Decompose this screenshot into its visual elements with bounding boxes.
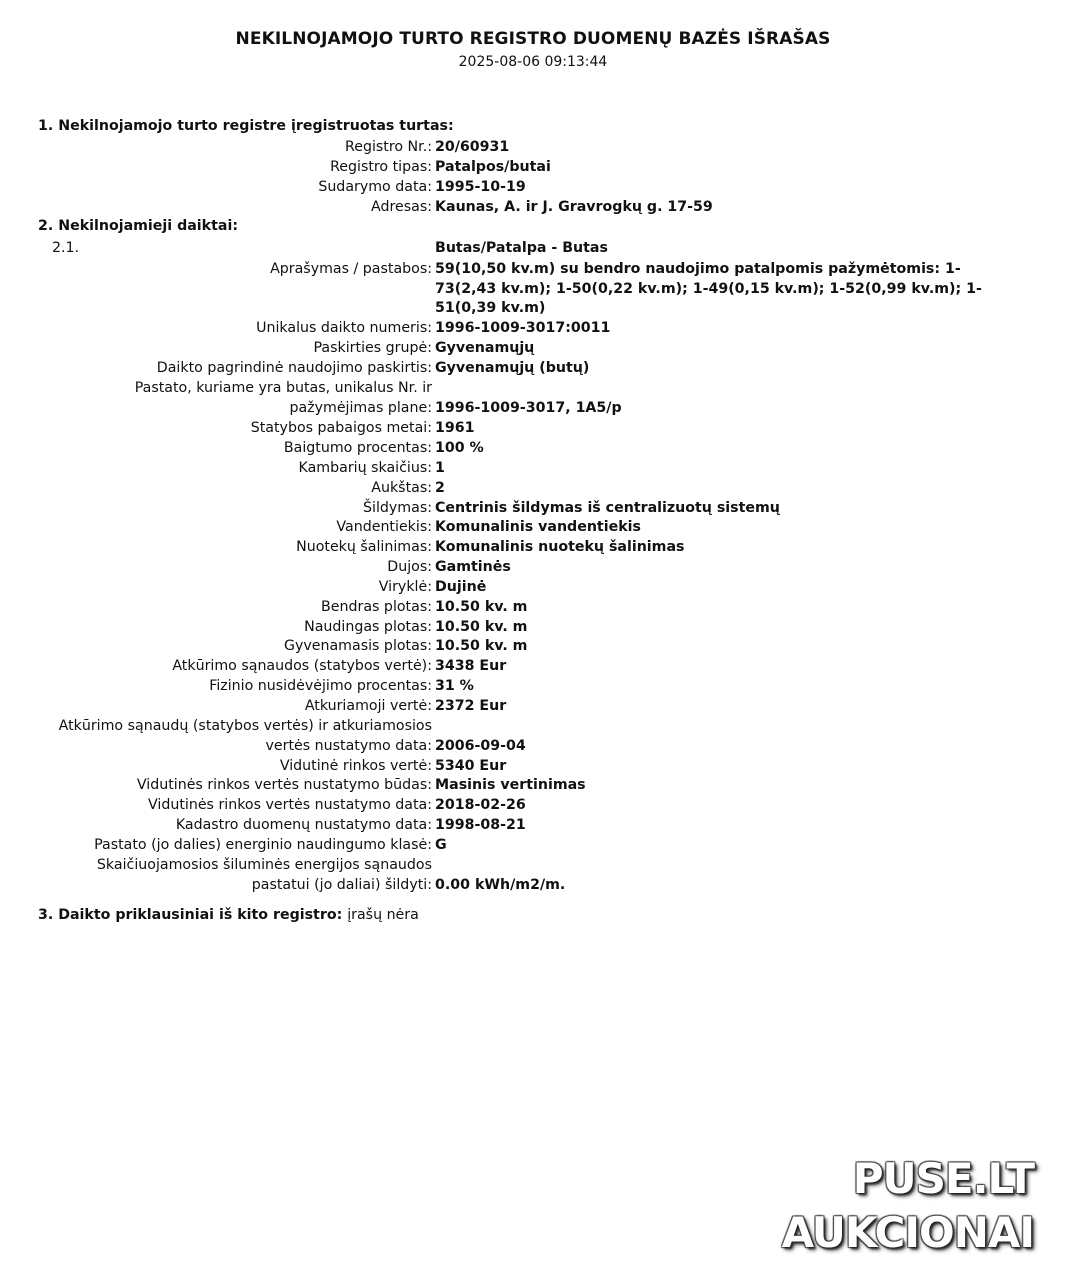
field-label: Vidutinės rinkos vertės nustatymo būdas: <box>136 777 432 793</box>
field-value: Kaunas, A. ir J. Gravrogkų g. 17-59 <box>435 199 713 215</box>
field-label: Vidutinės rinkos vertės nustatymo data: <box>147 797 432 813</box>
field-label: Dujos: <box>387 559 432 575</box>
field-label: Sudarymo data: <box>318 179 432 195</box>
watermark-line-1: PUSE.LT <box>852 1154 1034 1203</box>
field-label: Pastato (jo dalies) energinio naudingumo klasė: <box>94 837 432 853</box>
field-label: Daikto pagrindinė naudojimo paskirtis: <box>156 360 432 376</box>
section3-heading: 3. Daikto priklausiniai iš kito registro: <box>38 907 343 923</box>
field-label-line-2: pastatui (jo daliai) šildyti: <box>251 877 432 893</box>
item-number: 2.1. <box>52 240 80 256</box>
field-value: 1998-08-21 <box>435 817 526 833</box>
field-label: Baigtumo procentas: <box>283 440 432 456</box>
field-value: 2372 Eur <box>435 698 507 714</box>
field-label-line-1: Atkūrimo sąnaudų (statybos vertės) ir atkuriamosios <box>58 718 432 734</box>
field-label: Unikalus daikto numeris: <box>256 320 432 336</box>
field-value: 20/60931 <box>435 139 510 155</box>
field-label: Registro Nr.: <box>345 139 432 155</box>
description-line-3: 51(0,39 kv.m) <box>435 300 546 316</box>
field-label: Atkuriamoji vertė: <box>304 698 432 714</box>
field-value: 10.50 kv. m <box>435 599 528 615</box>
field-value: Dujinė <box>435 579 487 595</box>
field-value: Gyvenamųjų (butų) <box>435 360 590 376</box>
field-label: Registro tipas: <box>330 159 432 175</box>
field-label: Fizinio nusidėvėjimo procentas: <box>209 678 432 694</box>
field-label-line-1: Skaičiuojamosios šiluminės energijos sąnaudos <box>96 857 432 873</box>
field-value: 10.50 kv. m <box>435 638 528 654</box>
field-label-line-1: Pastato, kuriame yra butas, unikalus Nr. ir <box>134 380 432 396</box>
field-value: 31 % <box>435 678 474 694</box>
field-label-line-2: pažymėjimas plane: <box>289 400 432 416</box>
document-title: NEKILNOJAMOJO TURTO REGISTRO DUOMENŲ BAZĖS IŠRAŠAS <box>235 29 831 49</box>
field-label: Adresas: <box>371 199 432 215</box>
field-value: 1961 <box>435 420 475 436</box>
section2-heading: 2. Nekilnojamieji daiktai: <box>38 218 238 234</box>
field-value: Gamtinės <box>435 559 511 575</box>
field-value: Komunalinis nuotekų šalinimas <box>435 539 685 555</box>
field-label: Bendras plotas: <box>321 599 432 615</box>
field-value: 1 <box>435 460 445 476</box>
field-value: Masinis vertinimas <box>435 777 586 793</box>
field-value: Gyvenamųjų <box>435 340 535 356</box>
field-label: Kadastro duomenų nustatymo data: <box>175 817 432 833</box>
field-value: G <box>435 837 447 853</box>
description-line-2: 73(2,43 kv.m); 1-50(0,22 kv.m); 1-49(0,15 kv.m); 1-52(0,99 kv.m); 1- <box>435 281 982 297</box>
field-value: 1996-1009-3017:0011 <box>435 320 611 336</box>
field-value: Komunalinis vandentiekis <box>435 519 641 535</box>
watermark-line-2: AUKCIONAI <box>781 1208 1034 1257</box>
description-line-1: 59(10,50 kv.m) su bendro naudojimo patalpomis pažymėtomis: 1- <box>435 261 961 277</box>
field-value: 100 % <box>435 440 484 456</box>
field-value: 2 <box>435 480 445 496</box>
field-value: 5340 Eur <box>435 758 507 774</box>
field-label: Naudingas plotas: <box>304 619 432 635</box>
field-value: 2006-09-04 <box>435 738 526 754</box>
field-label: Vandentiekis: <box>336 519 432 535</box>
field-value: 0.00 kWh/m2/m. <box>435 877 566 893</box>
field-label: Statybos pabaigos metai: <box>250 420 432 436</box>
item-title: Butas/Patalpa - Butas <box>435 240 608 256</box>
field-value: Centrinis šildymas iš centralizuotų sistemų <box>435 500 780 516</box>
field-label: Atkūrimo sąnaudos (statybos vertė): <box>172 658 432 674</box>
field-value: 3438 Eur <box>435 658 507 674</box>
field-label: Aprašymas / pastabos: <box>270 261 432 277</box>
field-value: 2018-02-26 <box>435 797 526 813</box>
field-label: Gyvenamasis plotas: <box>283 638 432 654</box>
field-value: 10.50 kv. m <box>435 619 528 635</box>
field-label: Viryklė: <box>378 579 432 595</box>
field-value: 1995-10-19 <box>435 179 526 195</box>
field-label: Šildymas: <box>363 500 432 516</box>
section1-heading: 1. Nekilnojamojo turto registre įregistruotas turtas: <box>38 118 454 134</box>
field-label: Paskirties grupė: <box>313 340 432 356</box>
field-label: Kambarių skaičius: <box>298 460 432 476</box>
field-label: Nuotekų šalinimas: <box>296 539 432 555</box>
section3-value: įrašų nėra <box>347 907 419 923</box>
field-label: Aukštas: <box>371 480 432 496</box>
field-label: Vidutinė rinkos vertė: <box>279 758 432 774</box>
field-value: 1996-1009-3017, 1A5/p <box>435 400 622 416</box>
field-value: Patalpos/butai <box>435 159 551 175</box>
section3-row <box>38 907 419 923</box>
field-label-line-2: vertės nustatymo data: <box>265 738 432 754</box>
document-datetime: 2025-08-06 09:13:44 <box>458 54 608 70</box>
